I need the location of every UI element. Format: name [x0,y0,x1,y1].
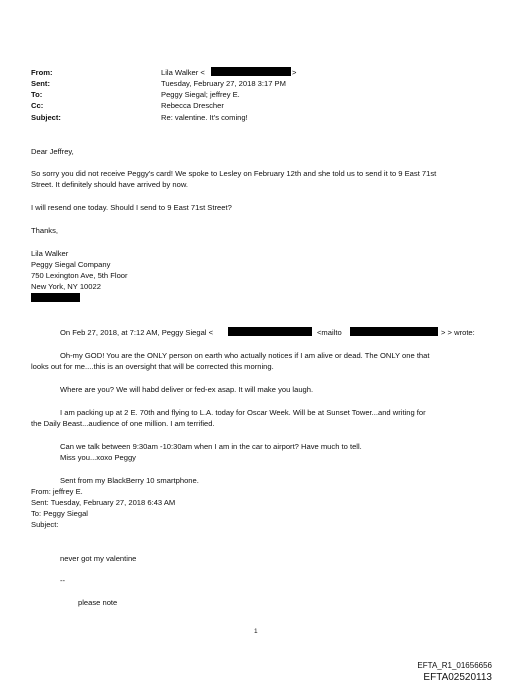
to-value: Peggy Siegal; jeffrey E. [161,90,240,99]
quote-paragraph-1-line-1: Oh-my GOD! You are the ONLY person on earth who actually notices if I am alive or dead. The ONLY one that [60,351,430,360]
quote-intro: On Feb 27, 2018, at 7:12 AM, Peggy Siegal < [60,328,214,337]
quoted-to: To: Peggy Siegal [31,509,88,518]
quote-paragraph-4-line-1: Can we talk between 9:30am -10:30am when I am in the car to airport? Have much to tell. [60,442,362,451]
quoted-from: From: jeffrey E. [31,487,83,496]
quoted-dashes: -- [60,576,66,585]
quoted-subject: Subject: [31,520,59,529]
quote-paragraph-3-line-1: I am packing up at 2 E. 70th and flying to L.A. today for Oscar Week. Will be at Sunset Tower...and writing for [60,408,426,417]
body-paragraph-2: I will resend one today. Should I send to 9 East 71st Street? [31,203,232,212]
quote-paragraph-3-line-2: the Daily Beast...audience of one million. I am terrified. [31,419,215,428]
redaction-block [350,327,438,336]
redaction-block [228,327,312,336]
to-label: To: [31,90,43,99]
bates-number-2: EFTA02520113 [423,672,492,683]
signature-address-1: 750 Lexington Ave, 5th Floor [31,271,128,280]
quote-paragraph-2: Where are you? We will habd deliver or fed-ex asap. It will make you laugh. [60,385,314,394]
quoted-message-2: please note [78,598,118,607]
cc-label: Cc: [31,101,44,110]
signature-company: Peggy Siegal Company [31,260,111,269]
from-label: From: [31,68,53,77]
subject-value: Re: valentine. It's coming! [161,113,248,122]
quote-paragraph-4-line-2: Miss you...xoxo Peggy [60,453,136,462]
redaction-block [31,293,80,302]
redaction-block [211,67,291,76]
signature-address-2: New York, NY 10022 [31,282,101,291]
sent-from-device: Sent from my BlackBerry 10 smartphone. [60,476,199,485]
cc-value: Rebecca Drescher [161,101,224,110]
body-paragraph-1-line-2: Street. It definitely should have arrived by now. [31,180,189,189]
page-number: 1 [254,628,258,635]
body-paragraph-1-line-1: So sorry you did not receive Peggy's card! We spoke to Lesley on February 12th and she told us to send it to 9 East 71st [31,169,437,178]
sent-label: Sent: [31,79,50,88]
sent-value: Tuesday, February 27, 2018 3:17 PM [161,79,286,88]
from-close: > [292,68,297,77]
from-value: Lila Walker < [161,68,205,77]
quote-intro-end: > > wrote: [441,328,475,337]
bates-number-1: EFTA_R1_01656656 [417,661,492,670]
signature-name: Lila Walker [31,249,69,258]
quoted-sent: Sent: Tuesday, February 27, 2018 6:43 AM [31,498,176,507]
quote-paragraph-1-line-2: looks out for me....this is an oversight that will be corrected this morning. [31,362,274,371]
quoted-message-1: never got my valentine [60,554,137,563]
subject-label: Subject: [31,113,61,122]
quote-mailto: <mailto [317,328,342,337]
thanks: Thanks, [31,226,59,235]
greeting: Dear Jeffrey, [31,147,74,156]
